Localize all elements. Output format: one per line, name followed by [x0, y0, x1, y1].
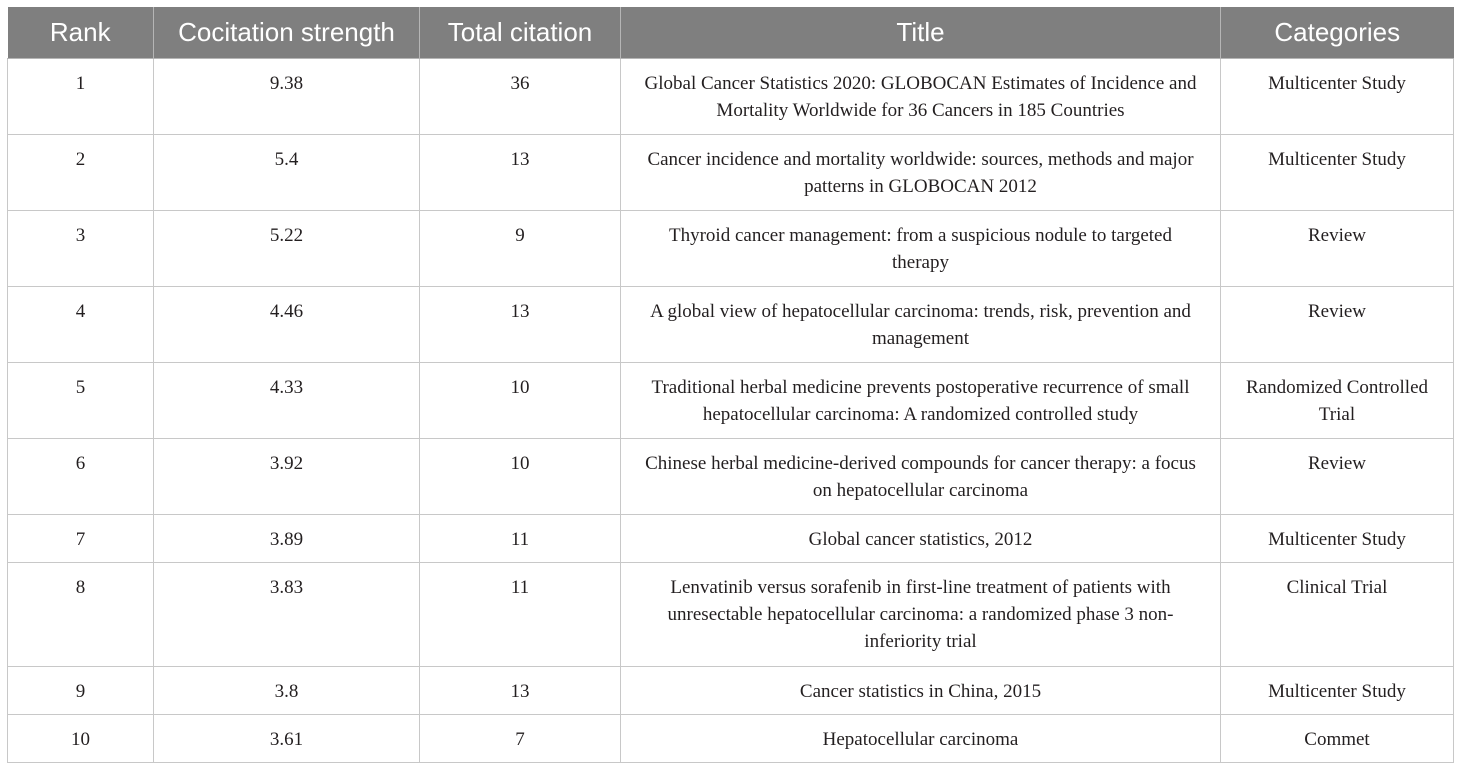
cell-rank: 4: [8, 287, 154, 363]
table-row: [8, 563, 1454, 667]
cell-title: Cancer incidence and mortality worldwide: sources, methods and major patterns in GLOBOCAN 2012: [621, 135, 1221, 211]
cell-rank: 7: [8, 515, 154, 563]
cell-title: Hepatocellular carcinoma: [621, 715, 1221, 763]
cell-category: Review: [1221, 439, 1454, 515]
cell-total: 13: [420, 667, 621, 715]
cell-total: 13: [420, 287, 621, 363]
header-title: Title: [621, 7, 1221, 59]
cell-category: Commet: [1221, 715, 1454, 763]
cell-cocitation: 3.61: [154, 715, 420, 763]
cell-category: Randomized Controlled Trial: [1221, 363, 1454, 439]
cell-rank: 5: [8, 363, 154, 439]
cell-cocitation: 5.22: [154, 211, 420, 287]
cell-title: Chinese herbal medicine-derived compounds for cancer therapy: a focus on hepatocellular carcinoma: [621, 439, 1221, 515]
table-row: [8, 439, 1454, 515]
cell-category: Clinical Trial: [1221, 563, 1454, 667]
cell-title: A global view of hepatocellular carcinoma: trends, risk, prevention and management: [621, 287, 1221, 363]
cell-total: 7: [420, 715, 621, 763]
cell-rank: 3: [8, 211, 154, 287]
cell-rank: 1: [8, 59, 154, 135]
cell-cocitation: 3.8: [154, 667, 420, 715]
cell-total: 11: [420, 515, 621, 563]
cell-rank: 9: [8, 667, 154, 715]
cell-cocitation: 3.83: [154, 563, 420, 667]
cell-title: Lenvatinib versus sorafenib in first-line treatment of patients with unresectable hepatocellular carcinoma: a randomized phase 3 non-inferiority trial: [621, 563, 1221, 667]
cell-cocitation: 4.33: [154, 363, 420, 439]
cell-total: 36: [420, 59, 621, 135]
cell-title: Thyroid cancer management: from a suspicious nodule to targeted therapy: [621, 211, 1221, 287]
header-cocitation-strength: Cocitation strength: [154, 7, 420, 59]
cocitation-table-container: [7, 7, 1453, 763]
table-row: [8, 515, 1454, 563]
cell-rank: 6: [8, 439, 154, 515]
table-header: [8, 7, 1454, 59]
cell-rank: 8: [8, 563, 154, 667]
cell-rank: 2: [8, 135, 154, 211]
table-row: [8, 715, 1454, 763]
cell-title: Traditional herbal medicine prevents postoperative recurrence of small hepatocellular carcinoma: A randomized controlled study: [621, 363, 1221, 439]
table-body: [8, 59, 1454, 763]
table-row: [8, 211, 1454, 287]
header-total-citation: Total citation: [420, 7, 621, 59]
cell-cocitation: 5.4: [154, 135, 420, 211]
cell-total: 13: [420, 135, 621, 211]
cell-category: Multicenter Study: [1221, 59, 1454, 135]
table-row: [8, 667, 1454, 715]
cell-category: Multicenter Study: [1221, 667, 1454, 715]
cell-rank: 10: [8, 715, 154, 763]
header-categories: Categories: [1221, 7, 1454, 59]
header-row: [8, 7, 1454, 59]
table-row: [8, 59, 1454, 135]
table-row: [8, 135, 1454, 211]
cell-cocitation: 3.92: [154, 439, 420, 515]
cell-total: 11: [420, 563, 621, 667]
cell-cocitation: 3.89: [154, 515, 420, 563]
cell-cocitation: 4.46: [154, 287, 420, 363]
cell-category: Multicenter Study: [1221, 135, 1454, 211]
header-rank: Rank: [8, 7, 154, 59]
cell-category: Review: [1221, 211, 1454, 287]
cell-title: Cancer statistics in China, 2015: [621, 667, 1221, 715]
cocitation-table: [7, 7, 1454, 763]
cell-category: Review: [1221, 287, 1454, 363]
cell-title: Global cancer statistics, 2012: [621, 515, 1221, 563]
cell-cocitation: 9.38: [154, 59, 420, 135]
table-row: [8, 287, 1454, 363]
cell-category: Multicenter Study: [1221, 515, 1454, 563]
cell-total: 9: [420, 211, 621, 287]
cell-total: 10: [420, 363, 621, 439]
cell-total: 10: [420, 439, 621, 515]
cell-title: Global Cancer Statistics 2020: GLOBOCAN Estimates of Incidence and Mortality Worldwide for 36 Cancers in 185 Countries: [621, 59, 1221, 135]
table-row: [8, 363, 1454, 439]
